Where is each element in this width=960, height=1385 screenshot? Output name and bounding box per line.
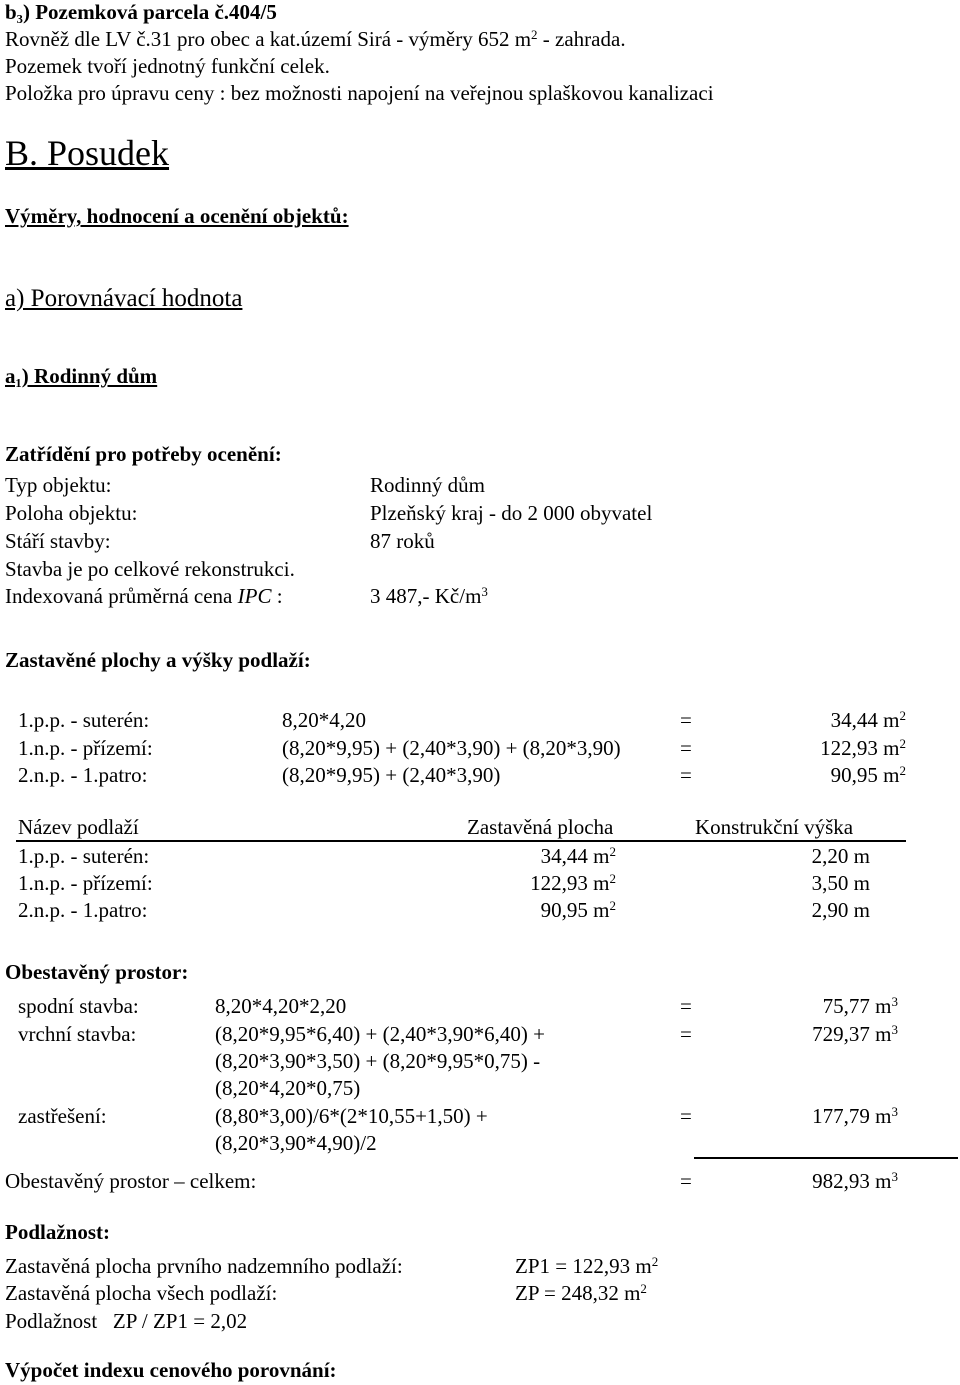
zatrideni-heading: Zatřídění pro potřeby ocenění: <box>5 442 282 466</box>
volume-formula: (8,20*3,90*4,90)/2 <box>215 1131 377 1155</box>
table-row-name: 2.n.p. - 1.patro: <box>18 898 148 922</box>
parcel-heading: b₃) Pozemková parcela č.404/5 <box>5 0 277 24</box>
table-row-area: 122,93 $m^2$ <box>530 871 616 895</box>
parcel-line-3: Položka pro úpravu ceny : bez možnosti napojení na veřejnou splaškovou kanalizaci <box>5 81 714 105</box>
zastavene-heading: Zastavěné plochy a výšky podlaží: <box>5 648 311 672</box>
zatrideni-label: Stáří stavby: <box>5 529 111 553</box>
equals-sign: = <box>680 1104 692 1128</box>
zatrideni-value: 3 487,- $Kč/m^3$ <box>370 584 488 608</box>
floor-name: 1.p.p. - suterén: <box>18 708 150 732</box>
podlaznost-label: Zastavěná plocha prvního nadzemního podlaží: <box>5 1254 403 1278</box>
porovnavaci-heading: a) Porovnávací hodnota <box>5 285 243 312</box>
table-header-area: Zastavěná plocha <box>467 815 614 839</box>
zatrideni-label: Typ objektu: <box>5 473 112 497</box>
section-title: B. Posudek <box>5 133 170 173</box>
podlaznost-heading: Podlažnost: <box>5 1220 110 1244</box>
parcel-line-1: Rovněž dle LV č.31 pro obec a kat.území Sirá - výměry 652 $m^2$ - zahrada. <box>5 27 626 51</box>
podlaznost-value: ZP1 = 122,93 $m^2$ <box>515 1254 659 1278</box>
volume-value: 177,79 $m^3$ <box>812 1104 898 1128</box>
podlaznost-result: Podlažnost ZP / ZP1 = 2,02 <box>5 1309 248 1333</box>
zatrideni-label: Stavba je po celkové rekonstrukci. <box>5 557 295 581</box>
table-header-height: Konstrukční výška <box>695 815 854 839</box>
vymery-heading: Výměry, hodnocení a ocenění objektů: <box>5 204 349 228</box>
volume-formula: (8,20*3,90*3,50) + (8,20*9,95*0,75) - <box>215 1049 541 1073</box>
table-row-height: 3,50 m <box>811 871 870 895</box>
volume-formula: (8,20*4,20*0,75) <box>215 1076 361 1100</box>
table-header-name: Název podlaží <box>18 815 139 839</box>
equals-sign: = <box>680 994 692 1018</box>
a1-heading: a₁) Rodinný dům <box>5 364 158 388</box>
floor-area: 90,95 $m^2$ <box>830 763 906 787</box>
volume-total-label: Obestavěný prostor – celkem: <box>5 1169 257 1193</box>
volume-label: vrchní stavba: <box>18 1022 137 1046</box>
equals-sign: = <box>680 736 692 760</box>
volume-value: 729,37 $m^3$ <box>812 1022 898 1046</box>
floor-name: 2.n.p. - 1.patro: <box>18 763 148 787</box>
zatrideni-value: Plzeňský kraj - do 2 000 obyvatel <box>370 501 653 525</box>
table-row-area: 90,95 $m^2$ <box>540 898 616 922</box>
podlaznost-value: ZP = 248,32 $m^2$ <box>515 1281 647 1305</box>
floor-name: 1.n.p. - přízemí: <box>18 736 153 760</box>
equals-sign: = <box>680 763 692 787</box>
table-row-name: 1.n.p. - přízemí: <box>18 871 153 895</box>
floor-formula: 8,20*4,20 <box>282 708 366 732</box>
zatrideni-value: 87 roků <box>370 529 435 553</box>
floor-area: 122,93 $m^2$ <box>820 736 906 760</box>
floor-formula: (8,20*9,95) + (2,40*3,90) + (8,20*3,90) <box>282 736 621 760</box>
table-row-height: 2,20 m <box>811 844 870 868</box>
volume-formula: (8,20*9,95*6,40) + (2,40*3,90*6,40) + <box>215 1022 545 1046</box>
floor-formula: (8,20*9,95) + (2,40*3,90) <box>282 763 501 787</box>
volume-label: zastřešení: <box>18 1104 107 1128</box>
volume-total-value: 982,93 $m^3$ <box>812 1169 898 1193</box>
total-rule <box>694 1157 958 1159</box>
vypocet-heading: Výpočet indexu cenového porovnání: <box>5 1358 337 1382</box>
zatrideni-label: Poloha objektu: <box>5 501 138 525</box>
table-row-name: 1.p.p. - suterén: <box>18 844 150 868</box>
floor-area: 34,44 $m^2$ <box>830 708 906 732</box>
parcel-line-2: Pozemek tvoří jednotný funkční celek. <box>5 54 330 78</box>
volume-formula: (8,80*3,00)/6*(2*10,55+1,50) + <box>215 1104 488 1128</box>
volume-value: 75,77 $m^3$ <box>822 994 898 1018</box>
volume-formula: 8,20*4,20*2,20 <box>215 994 347 1018</box>
table-header-rule <box>16 840 906 842</box>
obestaveny-heading: Obestavěný prostor: <box>5 960 189 984</box>
zatrideni-label: Indexovaná průměrná cena IPC : <box>5 584 283 608</box>
equals-sign: = <box>680 1022 692 1046</box>
table-row-area: 34,44 $m^2$ <box>540 844 616 868</box>
equals-sign: = <box>680 1169 692 1193</box>
volume-label: spodní stavba: <box>18 994 139 1018</box>
equals-sign: = <box>680 708 692 732</box>
podlaznost-label: Zastavěná plocha všech podlaží: <box>5 1281 278 1305</box>
zatrideni-value: Rodinný dům <box>370 473 485 497</box>
table-row-height: 2,90 m <box>811 898 870 922</box>
